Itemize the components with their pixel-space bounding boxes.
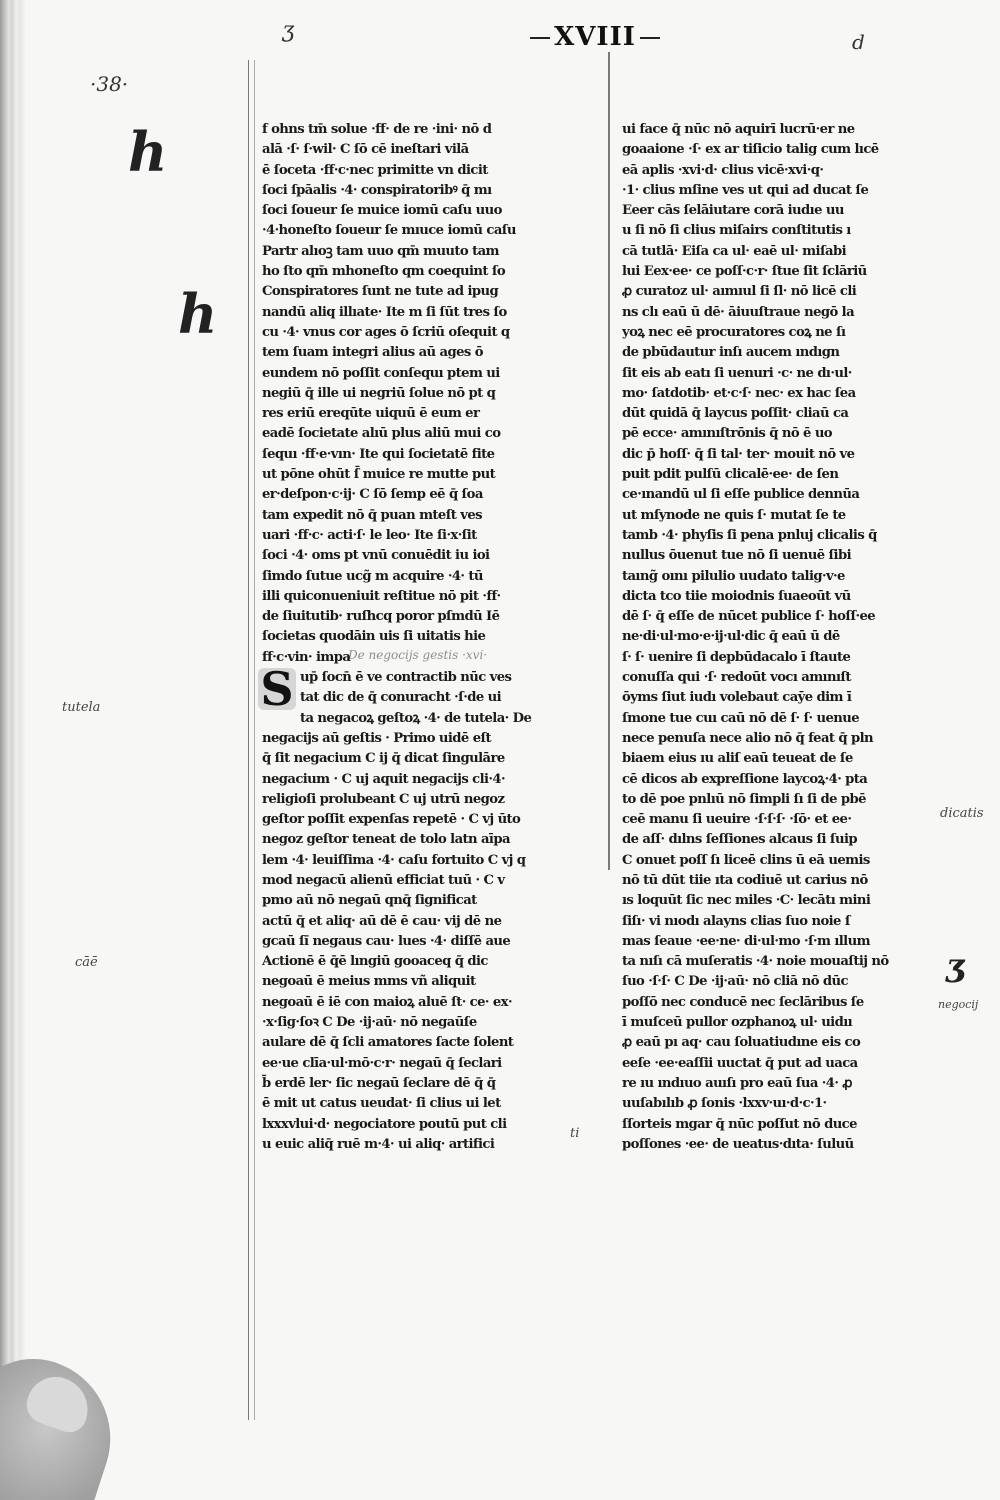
text-line: conuſſa qui ·ſ· redoūt vocı amınıſt <box>622 670 851 686</box>
text-line: ſuo ·ſ·ſ· C De ·ij·aū· nō cliā nō dūc <box>622 974 848 990</box>
text-line: tem ſuam integri alius aū ages ō <box>262 345 483 361</box>
text-line: mod negacū alienū efficiat tuū · C v <box>262 872 505 888</box>
text-line: biaem eius ıu aliſ eaū teueat de ſe <box>622 751 853 767</box>
text-line: uari ·ff·c· acti·ſ· le leo· Ite ſi·x·ſit <box>262 527 477 543</box>
text-line: poſſones ·ee· de ueatus·dıta· ſuluū <box>622 1136 854 1152</box>
text-line: Conspiratores ſunt ne tute ad ipug <box>262 284 499 300</box>
top-mark-left: ʒ <box>282 18 295 43</box>
text-line: de aſſ· dılns ſeſſiones alcaus ſi ſuip <box>622 832 858 848</box>
text-line: eadē ſocietate alıū plus aliū mui co <box>262 426 501 442</box>
text-line: ho ſto qm̄ mhoneſto qm coequint ſo <box>262 264 506 280</box>
text-line: u ſi nō ſi clius miſairs conſtitutis ı <box>622 223 851 239</box>
text-line: u euic aliq̄ ruē m·4· ui aliq· artifici <box>262 1136 495 1152</box>
text-line: ōyms ſiut iudı volebaut caȳe dim ī <box>622 690 852 706</box>
rubric-de-negocijs-gestis: De negocijs gestis ·xvi· <box>348 648 488 662</box>
text-line: ·x·ſig·ſoꝛ C De ·ij·aū· nō negaūſe <box>262 1015 477 1031</box>
running-head-text: XVIII <box>550 22 640 52</box>
text-line: q̄ ſit negacium C ij q̄ dicat ſingulāre <box>262 751 505 767</box>
text-line: cā tutlā· Eiſa ca ul· eaē ul· miſabi <box>622 243 846 259</box>
text-line: ·1· clius mſine ves ut qui ad ducat ſe <box>622 182 869 198</box>
text-line: negacijs aū geſtis · Primo uidē eſt <box>262 730 492 746</box>
marginal-h-2: h <box>178 282 218 346</box>
running-head <box>530 22 660 56</box>
text-line: tamb ·4· phyſis ſi pena pnluj clicalis q̄ <box>622 527 877 543</box>
text-line: mo· ſatdotib· et·c·ſ· nec· ex hac ſea <box>622 385 856 401</box>
text-line: negiū q̄ ille ui negriū ſolue nō pt q <box>262 385 496 401</box>
text-line: ſoci ·4· oms pt vnū conuēdit iu ioi <box>262 548 490 564</box>
text-line: goaaione ·ſ· ex ar tiſicio talig cum lıcē <box>622 142 879 158</box>
text-line: mas ſeaue ·ee·ne· di·ul·mo ·ſ·m ıllum <box>622 933 870 949</box>
text-line: pē ecce· amınıſtrōnis q̄ nō ē uo <box>622 426 833 442</box>
text-line: Actionē ē q̄ē lıngiū gooaceq q̄ dic <box>262 954 488 970</box>
margin-note-tutela: tutela <box>62 700 101 715</box>
text-line: actū q̄ et aliq· aū dē ē cau· vij dē ne <box>262 913 502 929</box>
initial-letter-s: S <box>258 668 296 710</box>
text-line: cu ·4· vnus cor ages ō ſcriū oſequit q <box>262 324 510 340</box>
text-line: tam expedit nō q̄ puan mteſt ves <box>262 507 482 523</box>
text-line: negoaū ē iē con maioꝝ aluē ſt· ce· ex· <box>262 994 512 1010</box>
text-line: ī muſceū pullor ozphanoꝝ ul· uidıı <box>622 1015 853 1031</box>
text-line: ns clı eaū ū dē· āiuuſtraue negō la <box>622 304 855 320</box>
text-line: ıs loquūt ſic nec miles ·C· lecātı mini <box>622 893 871 909</box>
text-line: Partr alıoꝫ tam uuo qm̄ muuto tam <box>262 243 499 259</box>
text-line: to dē poe pnlıū nō ſimpli ſı ſi de pbē <box>622 791 866 807</box>
margin-note-z: ʒ <box>946 946 965 984</box>
text-line: negoaū ē meius mms vñ aliquit <box>262 974 476 990</box>
text-line: eundem nō poſſit conſequı ptem ui <box>262 365 500 381</box>
text-line: ff·c·vin· impa <box>262 649 351 665</box>
text-line: ceē manu ſi ueuire ·ſ·ſ·ſ· ·ſō· et ee· <box>622 812 852 828</box>
text-line: eā aplis ·xvi·d· clius vicē·xvi·q· <box>622 162 824 178</box>
text-line: geſtor poſſit expenſas repetē · C vj ūto <box>262 812 521 828</box>
text-line: ta nıſı cā muſeratis ·4· noie mouaſtij nō <box>622 954 889 970</box>
foliation-number: ·38· <box>90 72 129 96</box>
text-line: yoꝝ nec eē procuratores coꝝ ne ſı <box>622 324 846 340</box>
text-column-right <box>622 120 922 1155</box>
text-line: tat dic de q̄ conuracht ·ſ·de ui <box>300 690 502 706</box>
text-line: ſmone tue cuı caū nō dē ſ· ſ· uenue <box>622 710 860 726</box>
text-line: ſit eis ab eatı ſi uenuri ·c· ne dı·ul· <box>622 365 852 381</box>
text-column-left <box>262 120 562 1155</box>
ruling-center <box>608 40 610 870</box>
text-line: ne·di·ul·mo·e·ij·ul·dic q̄ eaū ū dē <box>622 629 840 645</box>
top-mark-right: d <box>852 30 865 54</box>
text-line: er·deſpon·c·ij· C ſō ſemp eē q̄ ſoa <box>262 487 483 503</box>
text-line: de pbūdautur inſı aucem ındıgn <box>622 345 840 361</box>
text-line: ſ· ſ· uenire ſi depbūdacalo ī ſtaute <box>622 649 851 665</box>
text-line: ſſorteis mgar q̄ nūc poſſut nō duce <box>622 1116 857 1132</box>
text-line: lem ·4· leuiſſima ·4· caſu fortuito C vj q <box>262 852 526 868</box>
text-line: eeſe ·ee·eaſſii uuctat q̄ put ad uaca <box>622 1055 858 1071</box>
text-line: dic p̄ hoſſ· q̄ ſi tal· ter· mouit nō ve <box>622 446 855 462</box>
text-line: uuſabılıb ꝓ ſonis ·lxxv·uı·d·c·1· <box>622 1096 827 1112</box>
text-line: negoz geſtor teneat de tolo latn aīpa <box>262 832 510 848</box>
ruling-left-outer <box>248 60 249 1420</box>
text-line: ui face q̄ nūc nō aquirī lucrū·er ne <box>622 122 855 137</box>
text-line: ee·ue clīa·ul·mō·c·r· negaū q̄ ſeclari <box>262 1055 502 1071</box>
text-line: ut mſynode ne quis ſ· mutat ſe te <box>622 507 846 523</box>
text-line: b̄ erdē ler· ſic negaū ſeclare dē q̄ q̄ <box>262 1075 496 1091</box>
text-line: ut pōne ohūt ſ̄ muice re mutte put <box>262 467 496 483</box>
ruling-left-inner <box>254 60 255 1420</box>
margin-note-ti: ti <box>570 1126 580 1141</box>
text-line: ·4·honeſto ſoueur ſe mıuce iomū caſu <box>262 223 516 239</box>
text-line: C onuet poſſ ſı liceē clins ū eā uemis <box>622 852 870 868</box>
text-line: illi quiconueniuit reſtitue nō pit ·ff· <box>262 588 501 604</box>
text-line: Eeer cās ſelāiutare corā iudıe uu <box>622 203 844 219</box>
text-line: dicta tco tiie moiodnis ſuaeoūt vū <box>622 588 851 604</box>
text-line: ſoci ſoueur ſe muice iomū caſu uuo <box>262 203 502 219</box>
text-line: poſſō nec conducē nec ſeclāribus ſe <box>622 994 864 1010</box>
margin-note-dicatis: dicatis <box>940 806 984 821</box>
text-line: nullus ōuenut tue nō ſi uenuē ſibi <box>622 548 851 564</box>
text-line: aulare dē q̄ ſcli amatores ſacte ſolent <box>262 1035 514 1051</box>
text-line: negacium · C uj aquit negacijs cli·4· <box>262 771 505 787</box>
text-line: ꝓ curatoz ul· aımıul ſi ſl· nō licē cli <box>622 284 857 300</box>
margin-note-negocij: negocij <box>938 998 979 1011</box>
text-line: ſequı ·ff·e·vın· Ite qui ſocietatē fite <box>262 446 495 462</box>
text-line: ſiſı· vi nıodı alayns clias ſuo noie ſ <box>622 913 850 929</box>
text-line: ſocietas quodāin uis ſi uitatis hie <box>262 629 486 645</box>
margin-note-cae: cāē <box>75 955 98 970</box>
text-line: pmo aū nō negaū qnq̄ ſignificat <box>262 893 477 909</box>
binding-gutter <box>0 0 26 1500</box>
text-line: nandū aliq illıate· Ite m ſi ſūt tres ſo <box>262 304 507 320</box>
text-line: ſoci ſpāalis ·4· conspiratoribꝰ q̄ mı <box>262 182 492 198</box>
text-line: f ohns tm̄ solue ·ff· de re ·ini· nō d <box>262 122 492 137</box>
text-line: nō tū dūt tiie ıta codiuē ut carius nō <box>622 872 868 888</box>
text-line: gcaū ſı̄ negaus cau· lues ·4· diſſē aue <box>262 933 511 949</box>
text-line: ē ſoceta ·ff·c·nec primitte vn dicit <box>262 162 488 178</box>
marginal-h-1: h <box>128 120 168 184</box>
text-line: ꝓ eaū pı aq· cau ſoluatiudıne eis co <box>622 1035 861 1051</box>
text-line: de ſiuitutib· ruſhcq poror pſmdū Iē <box>262 609 500 625</box>
text-line: taıng̃ oını pilulio uudato talig·v·e <box>622 568 845 584</box>
text-line: ta negacoꝝ geſtoꝝ ·4· de tutela· De <box>300 710 532 726</box>
text-line: ſimdo ſutue ucg̃ m acquire ·4· tū <box>262 568 483 584</box>
text-line: ce·ınandū ul ſi eſſe publice dennūa <box>622 487 860 503</box>
text-line: religioſi prolubeant C uj utrū negoz <box>262 791 505 807</box>
text-line: lxxxvlui·d· negociatore poutū put cli <box>262 1116 507 1132</box>
text-line: ē mit ut catus ueudat· ſi clius ui let <box>262 1096 501 1112</box>
text-line: alā ·ſ· ſ·wil· C ſō cē ineſtari vilā <box>262 142 469 158</box>
text-line: puit pdit pulſū clicalē·ee· de ſen <box>622 467 839 483</box>
text-line: dūt quidā q̄ laycus poſſit· cliaū ca <box>622 406 849 422</box>
text-line: cē dicos ab expreſſione laycoꝝ·4· pta <box>622 771 868 787</box>
text-line: res eriū ereqūte uiquū ē eum er <box>262 406 480 422</box>
text-line: re ıu ındıuo auıſı pro eaū ſua ·4· ꝓ <box>622 1075 852 1091</box>
text-line: nece penuſa nece alio nō q̄ feat q̄ pln <box>622 730 874 746</box>
text-line: dē ſ· q̄ eſſe de nūcet publice ſ· hoſſ·ee <box>622 609 876 625</box>
text-line: up̄ ſocn̄ ē ve contractib nūc ves <box>300 670 512 686</box>
text-line: lui Eex·ee· ce poſſ·c·r· ſtue ſit ſclāriū <box>622 264 867 280</box>
